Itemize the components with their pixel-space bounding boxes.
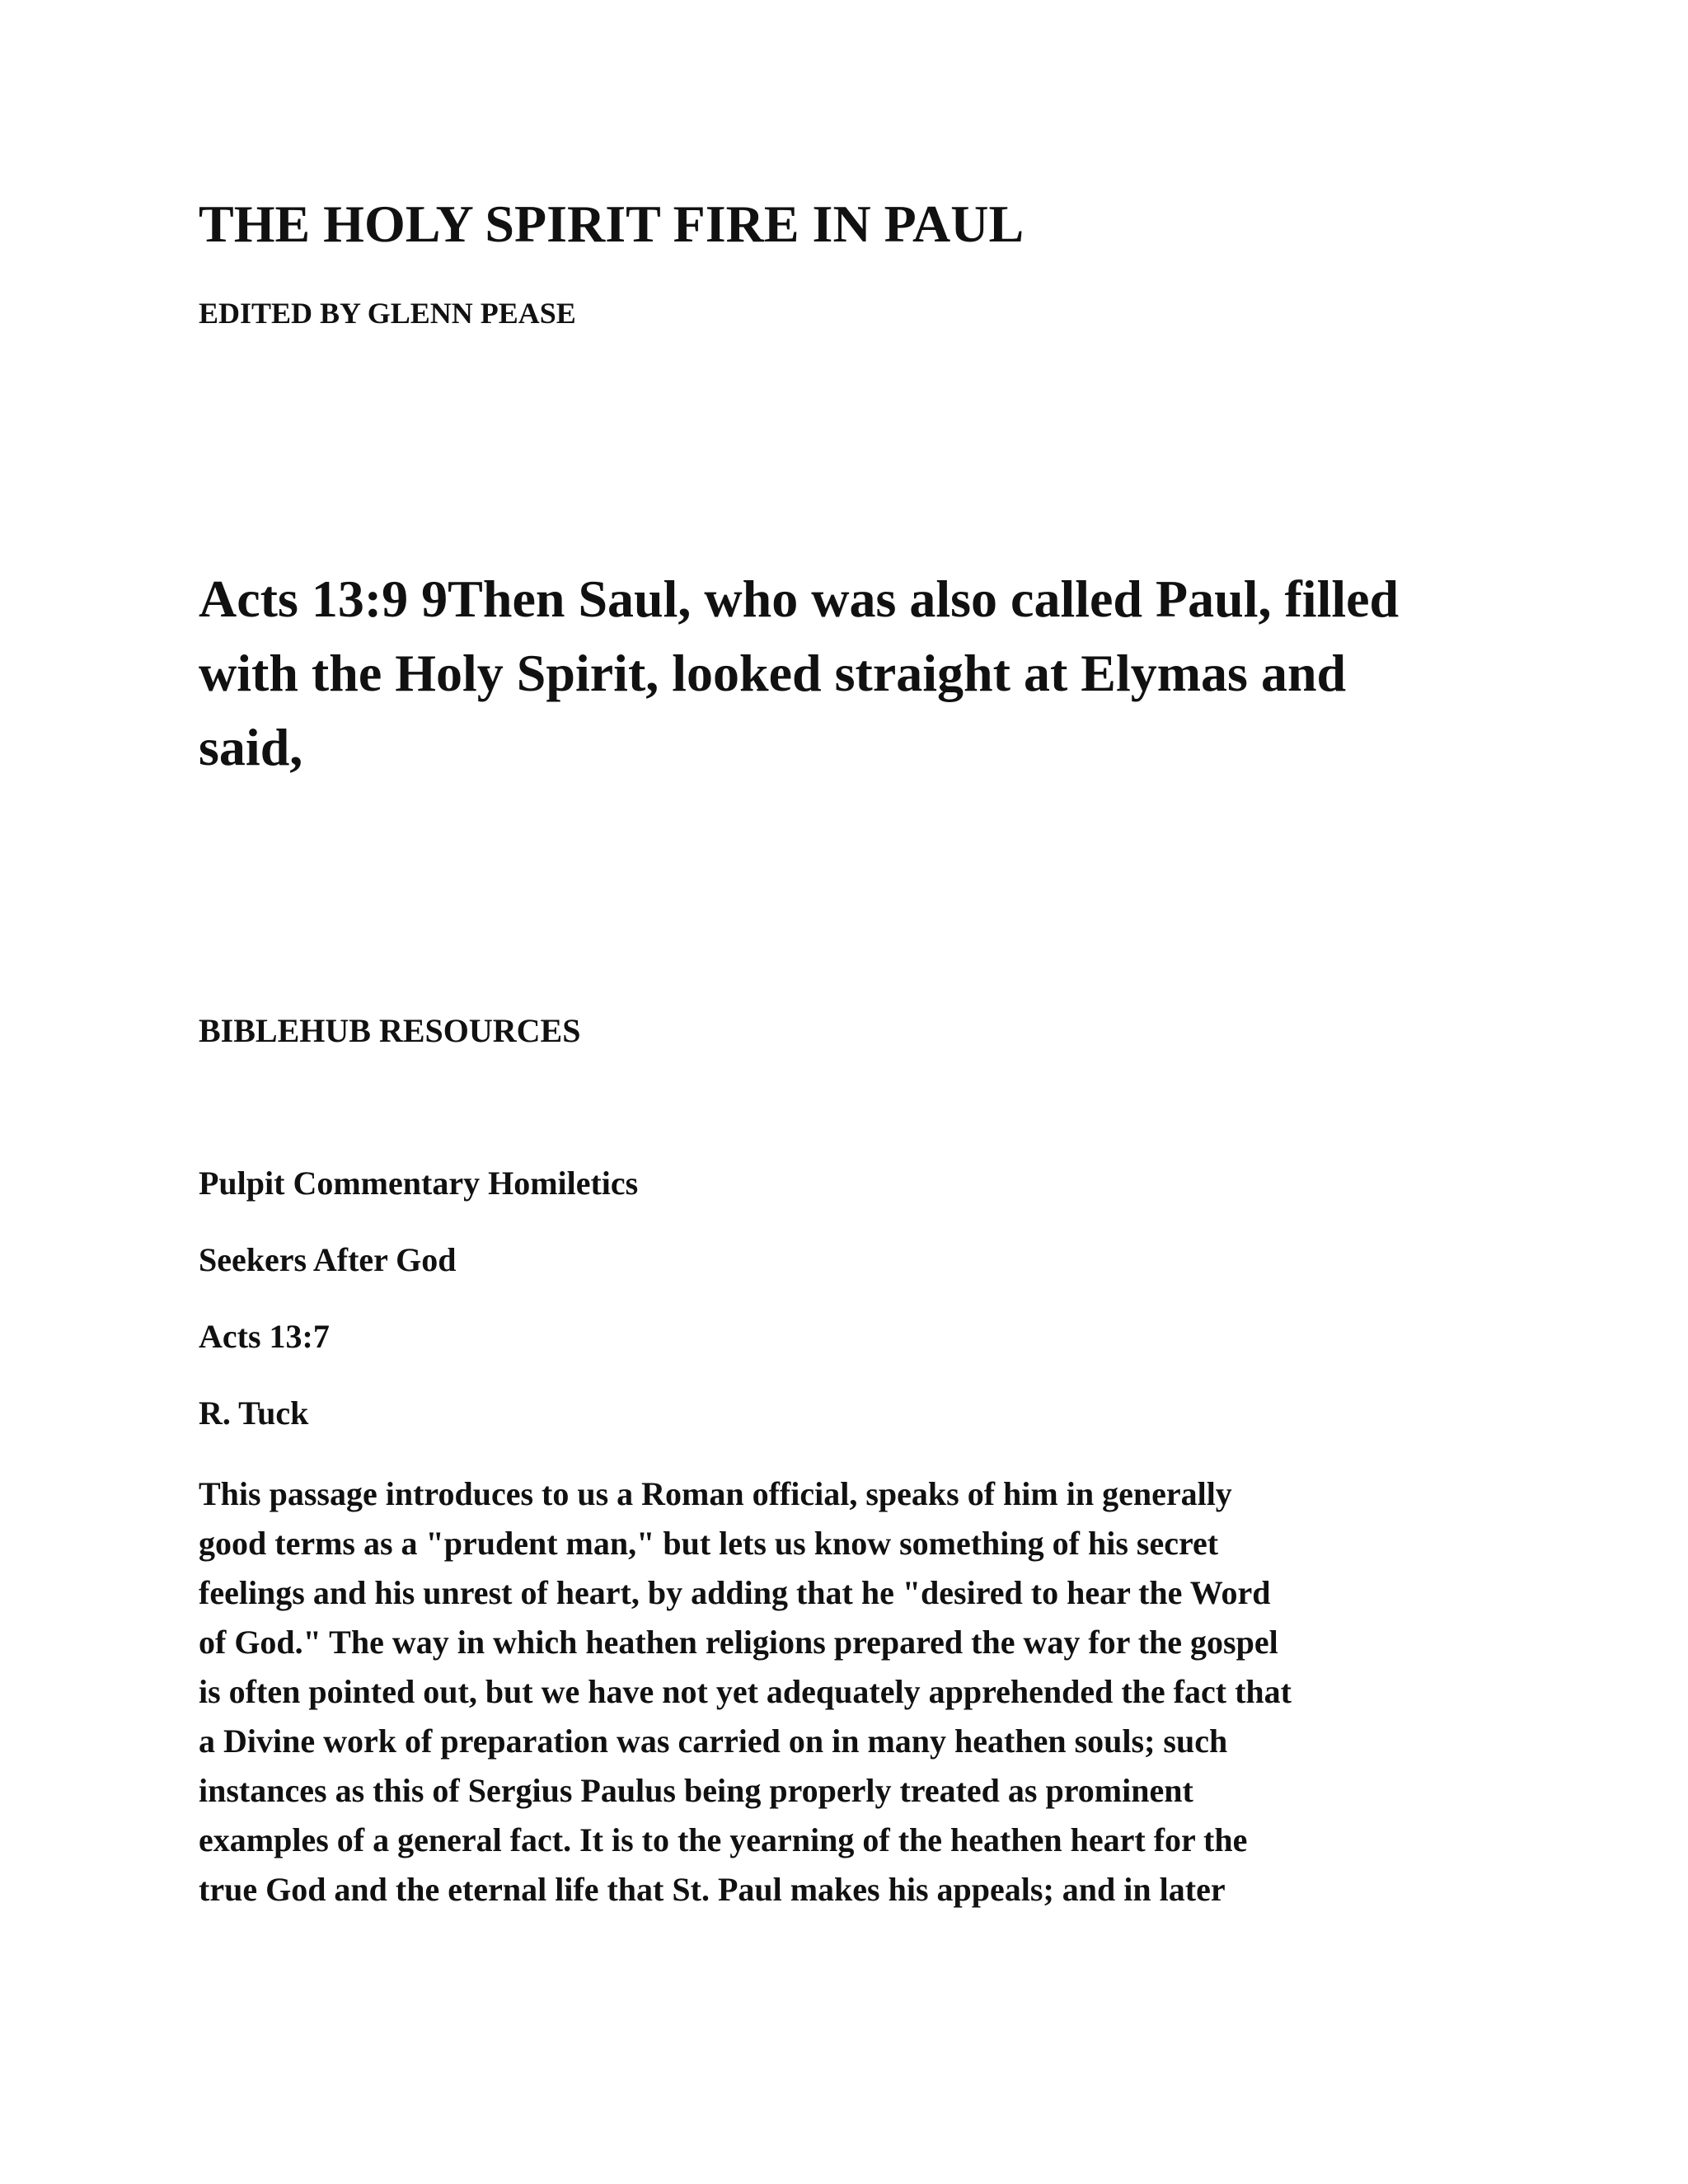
body-line: good terms as a "prudent man," but lets us know something of his secret <box>199 1525 1219 1562</box>
scripture-line: with the Holy Spirit, looked straight at Elymas and <box>199 644 1347 702</box>
source-title: Pulpit Commentary Homiletics <box>199 1165 639 1202</box>
body-line: is often pointed out, but we have not yet adequately apprehended the fact that <box>199 1673 1292 1710</box>
editor-credit: EDITED BY GLENN PEASE <box>199 297 576 330</box>
scripture-line: said, <box>199 718 303 776</box>
body-line: instances as this of Sergius Paulus being properly treated as prominent <box>199 1772 1193 1809</box>
scripture-line: Acts 13:9 9Then Saul, who was also called Paul, filled <box>199 569 1400 628</box>
body-line: of God." The way in which heathen religions prepared the way for the gospel <box>199 1624 1278 1661</box>
sermon-title: Seekers After God <box>199 1241 457 1278</box>
author-name: R. Tuck <box>199 1394 309 1432</box>
body-line: a Divine work of preparation was carried on in many heathen souls; such <box>199 1722 1228 1760</box>
body-paragraph <box>199 1469 1501 1915</box>
verse-reference: Acts 13:7 <box>199 1318 330 1355</box>
body-line: examples of a general fact. It is to the yearning of the heathen heart for the <box>199 1821 1248 1858</box>
body-line: This passage introduces to us a Roman official, speaks of him in generally <box>199 1475 1232 1512</box>
document-title: THE HOLY SPIRIT FIRE IN PAUL <box>199 194 1025 253</box>
body-line: true God and the eternal life that St. Paul makes his appeals; and in later <box>199 1871 1226 1908</box>
scripture-passage <box>199 562 1501 785</box>
body-line: feelings and his unrest of heart, by adding that he "desired to hear the Word <box>199 1574 1271 1611</box>
section-heading: BIBLEHUB RESOURCES <box>199 1012 581 1049</box>
